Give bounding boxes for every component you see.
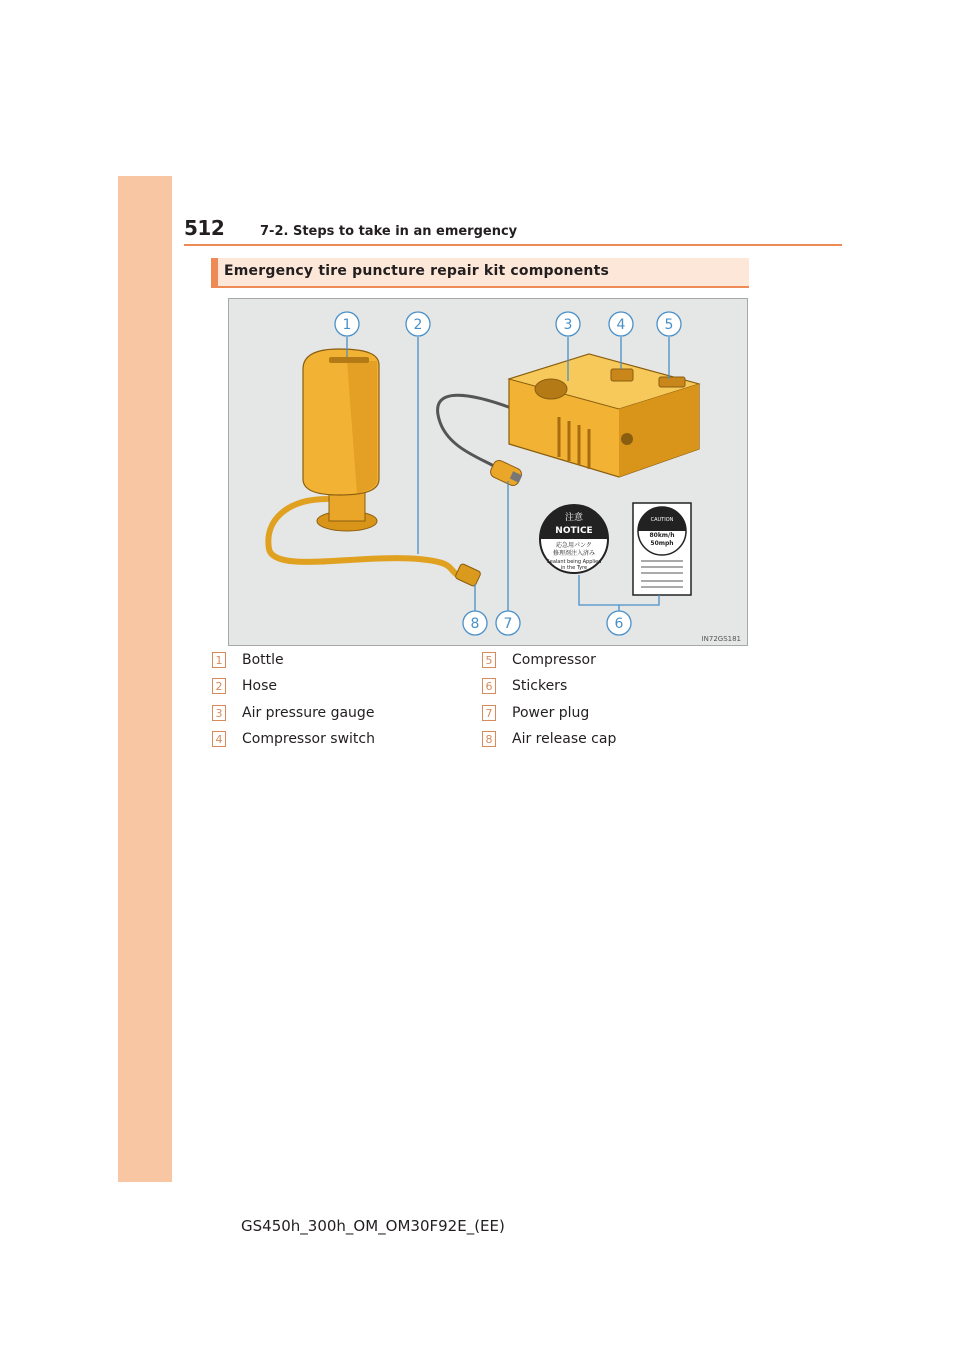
legend-number: 2: [212, 678, 226, 694]
legend-label: Bottle: [242, 652, 284, 668]
legend-label: Hose: [242, 678, 277, 694]
section-title: 7-2. Steps to take in an emergency: [260, 224, 518, 239]
callout-5-label: 5: [664, 317, 674, 333]
callout-6-label: 6: [614, 616, 624, 632]
legend-number: 3: [212, 705, 226, 721]
notice-kanji: 注意: [564, 513, 584, 523]
legend-label: Compressor: [512, 652, 596, 668]
compressor-valve: [621, 433, 633, 445]
notice-en-line2: in the Tyre: [560, 565, 588, 571]
legend-number: 6: [482, 678, 496, 694]
figure-code: IN72GS181: [701, 635, 741, 643]
legend-label: Air release cap: [512, 731, 617, 747]
notice-jp-line2: 修理剤注入済み: [552, 550, 596, 557]
callout-5: [657, 312, 681, 336]
callout-1-label: 1: [342, 317, 352, 333]
legend-label: Stickers: [512, 678, 568, 694]
callout-4: [609, 312, 633, 336]
callout-3-label: 3: [563, 317, 573, 333]
header-rule: [184, 244, 842, 246]
notice-jp-line1: 応急用パンク: [556, 542, 592, 549]
power-cord: [438, 395, 514, 469]
callout-4-label: 4: [616, 317, 626, 333]
callout-8: [463, 611, 487, 635]
legend-label: Air pressure gauge: [242, 705, 375, 721]
legend-label: Compressor switch: [242, 731, 375, 747]
kit-illustration: [228, 298, 748, 646]
legend-number: 7: [482, 705, 496, 721]
caution-speed-mph: 50mph: [650, 540, 674, 547]
callout-8-label: 8: [470, 616, 480, 632]
legend-number: 4: [212, 731, 226, 747]
air-release-cap: [455, 563, 482, 587]
callout-1: [335, 312, 359, 336]
subhead-box: [211, 258, 749, 288]
caution-speed-kmh: 80km/h: [649, 532, 675, 539]
page-number: 512: [184, 216, 225, 240]
footer-doc-code: GS450h_300h_OM_OM30F92E_(EE): [241, 1217, 505, 1235]
callout-3: [556, 312, 580, 336]
caution-sticker: [633, 503, 691, 595]
callout-2-label: 2: [413, 317, 423, 333]
legend-number: 5: [482, 652, 496, 668]
notice-en-line1: Sealant being Applied: [546, 559, 602, 565]
legend-label: Power plug: [512, 705, 590, 721]
air-pressure-gauge: [535, 379, 567, 399]
callout-6: [607, 611, 631, 635]
subhead-accent-bar: [211, 258, 218, 286]
notice-sticker: [540, 505, 608, 573]
legend-number: 1: [212, 652, 226, 668]
bottle-hose: [268, 499, 464, 579]
notice-word: NOTICE: [555, 526, 593, 536]
callout-2: [406, 312, 430, 336]
callout-7: [496, 611, 520, 635]
kit-drawing: [229, 299, 749, 647]
bottle-cap-slot: [329, 357, 369, 363]
power-plug-body: [489, 459, 524, 488]
compressor-switch: [611, 369, 633, 381]
caution-word: CAUTION: [650, 517, 674, 523]
compressor-latch: [659, 377, 685, 387]
callout-7-label: 7: [503, 616, 513, 632]
side-band: [118, 176, 172, 1182]
legend-number: 8: [482, 731, 496, 747]
subhead-title: Emergency tire puncture repair kit components: [224, 263, 610, 279]
